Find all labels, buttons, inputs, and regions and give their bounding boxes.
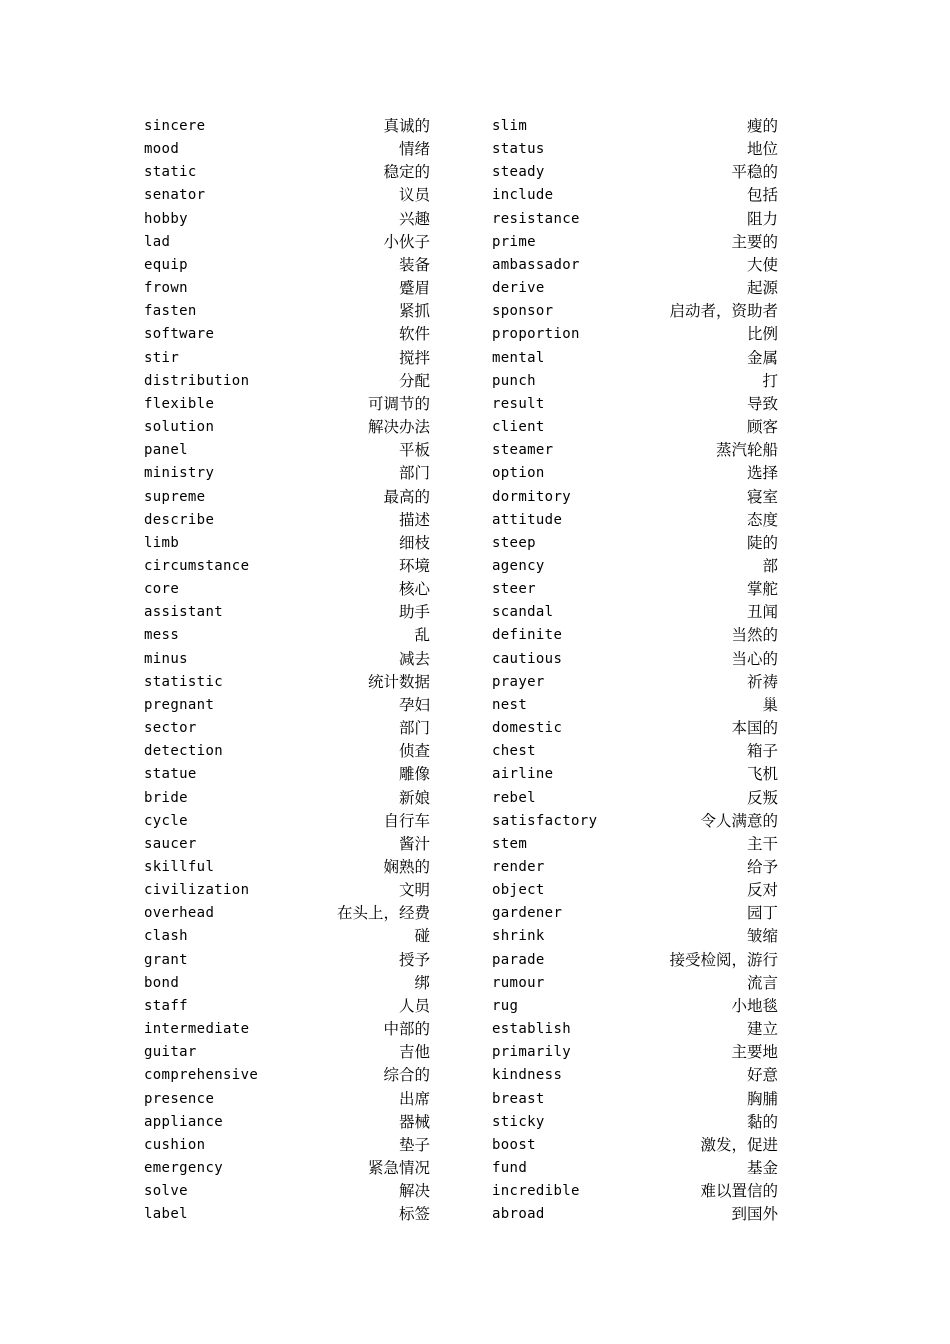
vocabulary-row [144, 879, 430, 902]
english-word: establish [492, 1021, 572, 1038]
chinese-meaning: 酱汁 [398, 834, 430, 853]
english-word: panel [144, 442, 188, 459]
english-word: steamer [492, 442, 554, 459]
chinese-meaning: 稳定的 [383, 163, 430, 182]
chinese-meaning: 蒸汽轮船 [715, 441, 778, 460]
chinese-meaning: 娴熟的 [383, 858, 430, 876]
vocabulary-row [492, 462, 778, 485]
vocabulary-row [144, 1064, 430, 1087]
english-word: client [492, 419, 545, 436]
english-word: parade [492, 951, 545, 968]
chinese-meaning: 标签 [398, 1205, 430, 1224]
vocabulary-row [492, 671, 778, 694]
chinese-meaning: 垫子 [398, 1135, 430, 1154]
vocabulary-row [492, 486, 778, 509]
chinese-meaning: 综合的 [383, 1066, 430, 1085]
chinese-meaning: 皱缩 [746, 927, 778, 946]
english-word: punch [492, 372, 536, 389]
vocabulary-row [492, 231, 778, 254]
chinese-meaning: 主要的 [731, 232, 778, 251]
english-word: prayer [492, 673, 545, 690]
vocabulary-row [144, 763, 430, 786]
chinese-meaning: 在头上，经费 [336, 904, 430, 923]
english-word: result [492, 395, 545, 412]
vocabulary-row [492, 949, 778, 972]
chinese-meaning: 主干 [746, 834, 778, 853]
chinese-meaning: 接受检阅，游行 [669, 950, 778, 969]
chinese-meaning: 乱 [414, 626, 430, 645]
vocabulary-row [144, 578, 430, 601]
english-word: skillful [144, 859, 215, 875]
english-word: render [492, 859, 545, 875]
chinese-meaning: 丑闻 [746, 603, 778, 622]
english-word: bond [144, 974, 180, 991]
chinese-meaning: 当心的 [731, 649, 778, 668]
english-word: distribution [144, 372, 250, 389]
english-word: shrink [492, 928, 545, 945]
chinese-meaning: 蹙眉 [398, 279, 430, 298]
vocabulary-row [492, 393, 778, 416]
chinese-meaning: 地位 [746, 140, 778, 159]
vocabulary-row [492, 138, 778, 161]
english-word: rebel [492, 789, 536, 806]
chinese-meaning: 情绪 [398, 140, 430, 159]
vocabulary-row [492, 740, 778, 763]
vocabulary-row [492, 300, 778, 323]
vocabulary-row [492, 323, 778, 346]
english-word: flexible [144, 395, 215, 412]
vocabulary-row [144, 277, 430, 300]
chinese-meaning: 授予 [398, 950, 430, 969]
english-word: civilization [144, 882, 250, 899]
vocabulary-row [144, 810, 430, 833]
chinese-meaning: 箱子 [746, 742, 778, 761]
english-word: sincere [144, 118, 206, 134]
vocabulary-row [144, 323, 430, 346]
english-word: stir [144, 349, 180, 366]
english-word: sponsor [492, 303, 554, 320]
vocabulary-row [144, 995, 430, 1018]
chinese-meaning: 自行车 [383, 811, 430, 830]
chinese-meaning: 装备 [398, 255, 430, 274]
english-word: status [492, 141, 545, 158]
english-word: kindness [492, 1067, 563, 1084]
vocabulary-row [492, 347, 778, 370]
chinese-meaning: 平板 [398, 441, 430, 460]
vocabulary-row [144, 624, 430, 647]
english-word: circumstance [144, 557, 250, 574]
english-word: object [492, 882, 545, 899]
vocabulary-row [492, 370, 778, 393]
chinese-meaning: 启动者，资助者 [669, 302, 778, 321]
vocabulary-row [492, 254, 778, 277]
chinese-meaning: 令人满意的 [700, 811, 778, 830]
chinese-meaning: 软件 [398, 325, 430, 344]
chinese-meaning: 吉他 [398, 1043, 430, 1062]
english-word: fasten [144, 303, 197, 320]
english-word: equip [144, 256, 188, 273]
chinese-meaning: 核心 [398, 580, 430, 599]
chinese-meaning: 给予 [746, 858, 778, 876]
english-word: airline [492, 766, 554, 783]
chinese-meaning: 寝室 [746, 487, 778, 506]
vocabulary-row [492, 810, 778, 833]
english-word: rug [492, 997, 519, 1014]
chinese-meaning: 掌舵 [746, 580, 778, 599]
english-word: software [144, 326, 215, 343]
vocabulary-row [144, 208, 430, 231]
vocabulary-row [492, 1203, 778, 1226]
vocabulary-row [492, 1041, 778, 1064]
english-word: intermediate [144, 1021, 250, 1038]
english-word: guitar [144, 1044, 197, 1061]
english-word: definite [492, 627, 563, 644]
chinese-meaning: 解决办法 [367, 418, 430, 437]
chinese-meaning: 激发，促进 [700, 1135, 778, 1154]
chinese-meaning: 小伙子 [383, 232, 430, 251]
chinese-meaning: 反对 [746, 881, 778, 900]
vocabulary-row [492, 925, 778, 948]
vocabulary-row [492, 879, 778, 902]
chinese-meaning: 细枝 [398, 533, 430, 552]
vocabulary-row [492, 416, 778, 439]
vocabulary-row [492, 833, 778, 856]
chinese-meaning: 胸脯 [746, 1089, 778, 1108]
vocabulary-row [492, 624, 778, 647]
english-word: attitude [492, 511, 563, 528]
vocabulary-row [492, 717, 778, 740]
english-word: hobby [144, 210, 188, 227]
vocabulary-row [492, 161, 778, 184]
vocabulary-row [144, 856, 430, 879]
vocabulary-row [144, 161, 430, 184]
english-word: core [144, 581, 180, 598]
english-word: breast [492, 1090, 545, 1107]
chinese-meaning: 分配 [398, 371, 430, 390]
chinese-meaning: 中部的 [383, 1020, 430, 1039]
vocabulary-row [144, 833, 430, 856]
english-word: prime [492, 233, 536, 250]
english-word: statue [144, 766, 197, 783]
english-word: derive [492, 280, 545, 297]
vocabulary-row [144, 254, 430, 277]
english-word: cautious [492, 650, 563, 667]
chinese-meaning: 减去 [398, 649, 430, 668]
english-word: satisfactory [492, 812, 598, 829]
english-word: solve [144, 1183, 188, 1200]
english-word: sticky [492, 1113, 545, 1130]
chinese-meaning: 环境 [398, 556, 430, 575]
english-word: supreme [144, 488, 206, 505]
chinese-meaning: 包括 [746, 186, 778, 205]
chinese-meaning: 统计数据 [367, 672, 430, 691]
chinese-meaning: 紧急情况 [367, 1159, 430, 1178]
english-word: appliance [144, 1113, 224, 1130]
vocabulary-row [144, 1203, 430, 1226]
chinese-meaning: 主要地 [731, 1043, 778, 1062]
chinese-meaning: 态度 [746, 510, 778, 529]
chinese-meaning: 部门 [398, 464, 430, 483]
chinese-meaning: 出席 [398, 1089, 430, 1108]
english-word: minus [144, 650, 188, 667]
vocabulary-row [144, 949, 430, 972]
chinese-meaning: 助手 [398, 603, 430, 622]
english-word: staff [144, 997, 188, 1014]
vocabulary-row [144, 1088, 430, 1111]
english-word: domestic [492, 720, 563, 737]
english-word: pregnant [144, 696, 215, 713]
english-word: chest [492, 743, 536, 760]
english-word: overhead [144, 905, 215, 922]
english-word: clash [144, 928, 188, 945]
chinese-meaning: 选择 [746, 464, 778, 483]
vocabulary-row [492, 995, 778, 1018]
chinese-meaning: 比例 [746, 325, 778, 344]
chinese-meaning: 大使 [746, 255, 778, 274]
english-word: presence [144, 1090, 215, 1107]
english-word: scandal [492, 604, 554, 621]
chinese-meaning: 侦查 [398, 742, 430, 761]
vocabulary-row [492, 763, 778, 786]
english-word: slim [492, 118, 528, 134]
english-word: detection [144, 743, 224, 760]
vocabulary-row [144, 1134, 430, 1157]
chinese-meaning: 可调节的 [367, 394, 430, 413]
vocabulary-row [492, 555, 778, 578]
chinese-meaning: 祈祷 [746, 672, 778, 691]
english-word: emergency [144, 1160, 224, 1177]
vocabulary-row [144, 601, 430, 624]
vocabulary-row [492, 1088, 778, 1111]
chinese-meaning: 瘦的 [746, 117, 778, 135]
vocabulary-row [144, 1157, 430, 1180]
vocabulary-row [144, 300, 430, 323]
chinese-meaning: 顾客 [746, 418, 778, 437]
vocabulary-row [144, 787, 430, 810]
chinese-meaning: 黏的 [746, 1112, 778, 1131]
vocabulary-row [144, 694, 430, 717]
chinese-meaning: 到国外 [731, 1205, 778, 1224]
english-word: primarily [492, 1044, 572, 1061]
chinese-meaning: 园丁 [746, 904, 778, 923]
right-vocabulary-column [492, 115, 778, 1227]
chinese-meaning: 导致 [746, 394, 778, 413]
english-word: describe [144, 511, 215, 528]
left-vocabulary-column [144, 115, 430, 1227]
english-word: rumour [492, 974, 545, 991]
vocabulary-row [144, 509, 430, 532]
english-word: label [144, 1206, 188, 1223]
vocabulary-row [492, 1111, 778, 1134]
english-word: saucer [144, 835, 197, 852]
vocabulary-row [144, 902, 430, 925]
vocabulary-row [492, 208, 778, 231]
english-word: fund [492, 1160, 528, 1177]
vocabulary-row [144, 740, 430, 763]
english-word: mood [144, 141, 180, 158]
chinese-meaning: 巢 [762, 695, 778, 714]
english-word: steer [492, 581, 536, 598]
english-word: sector [144, 720, 197, 737]
chinese-meaning: 议员 [398, 186, 430, 205]
english-word: frown [144, 280, 188, 297]
chinese-meaning: 碰 [414, 927, 430, 946]
chinese-meaning: 兴趣 [398, 209, 430, 228]
chinese-meaning: 孕妇 [398, 695, 430, 714]
english-word: mess [144, 627, 180, 644]
english-word: steady [492, 164, 545, 181]
vocabulary-row [492, 1018, 778, 1041]
vocabulary-row [144, 138, 430, 161]
vocabulary-row [144, 416, 430, 439]
english-word: stem [492, 835, 528, 852]
vocabulary-row [144, 532, 430, 555]
english-word: incredible [492, 1183, 580, 1200]
vocabulary-row [144, 231, 430, 254]
vocabulary-row [492, 972, 778, 995]
chinese-meaning: 起源 [746, 279, 778, 298]
vocabulary-row [144, 393, 430, 416]
vocabulary-row [144, 648, 430, 671]
chinese-meaning: 金属 [746, 348, 778, 367]
chinese-meaning: 流言 [746, 973, 778, 992]
vocabulary-row [144, 925, 430, 948]
chinese-meaning: 难以置信的 [700, 1182, 778, 1201]
vocabulary-row [144, 1018, 430, 1041]
vocabulary-row [492, 648, 778, 671]
english-word: grant [144, 951, 188, 968]
chinese-meaning: 真诚的 [383, 117, 430, 135]
english-word: cycle [144, 812, 188, 829]
english-word: option [492, 465, 545, 482]
vocabulary-row [492, 694, 778, 717]
english-word: statistic [144, 673, 224, 690]
chinese-meaning: 描述 [398, 510, 430, 529]
vocabulary-row [144, 1180, 430, 1203]
english-word: lad [144, 233, 171, 250]
vocabulary-row [492, 532, 778, 555]
vocabulary-row [492, 1157, 778, 1180]
chinese-meaning: 器械 [398, 1112, 430, 1131]
chinese-meaning: 阻力 [746, 209, 778, 228]
chinese-meaning: 陡的 [746, 533, 778, 552]
vocabulary-row [144, 439, 430, 462]
english-word: steep [492, 534, 536, 551]
chinese-meaning: 打 [762, 371, 778, 390]
english-word: gardener [492, 905, 563, 922]
vocabulary-row [144, 1041, 430, 1064]
vocabulary-row [492, 787, 778, 810]
english-word: proportion [492, 326, 580, 343]
vocabulary-row [492, 277, 778, 300]
vocabulary-row [492, 856, 778, 879]
english-word: senator [144, 187, 206, 204]
vocabulary-row [492, 115, 778, 138]
vocabulary-row [492, 1064, 778, 1087]
chinese-meaning: 平稳的 [731, 163, 778, 182]
chinese-meaning: 人员 [398, 996, 430, 1015]
vocabulary-row [144, 115, 430, 138]
vocabulary-row [492, 578, 778, 601]
chinese-meaning: 解决 [398, 1182, 430, 1201]
vocabulary-row [144, 1111, 430, 1134]
vocabulary-row [144, 347, 430, 370]
english-word: include [492, 187, 554, 204]
english-word: comprehensive [144, 1067, 259, 1084]
chinese-meaning: 部门 [398, 719, 430, 738]
chinese-meaning: 小地毯 [731, 996, 778, 1015]
vocabulary-row [492, 601, 778, 624]
english-word: agency [492, 557, 545, 574]
vocabulary-row [144, 486, 430, 509]
chinese-meaning: 建立 [746, 1020, 778, 1039]
chinese-meaning: 当然的 [731, 626, 778, 645]
vocabulary-row [492, 439, 778, 462]
chinese-meaning: 最高的 [383, 487, 430, 506]
vocabulary-row [492, 1134, 778, 1157]
chinese-meaning: 绑 [414, 973, 430, 992]
vocabulary-row [492, 1180, 778, 1203]
english-word: solution [144, 419, 215, 436]
vocabulary-row [144, 555, 430, 578]
chinese-meaning: 搅拌 [398, 348, 430, 367]
english-word: cushion [144, 1136, 206, 1153]
english-word: abroad [492, 1206, 545, 1223]
english-word: resistance [492, 210, 580, 227]
chinese-meaning: 新娘 [398, 788, 430, 807]
chinese-meaning: 反叛 [746, 788, 778, 807]
english-word: limb [144, 534, 180, 551]
chinese-meaning: 基金 [746, 1159, 778, 1178]
vocabulary-row [144, 717, 430, 740]
english-word: boost [492, 1136, 536, 1153]
vocabulary-row [492, 184, 778, 207]
english-word: mental [492, 349, 545, 366]
chinese-meaning: 飞机 [746, 765, 778, 784]
chinese-meaning: 文明 [398, 881, 430, 900]
english-word: bride [144, 789, 188, 806]
english-word: assistant [144, 604, 224, 621]
vocabulary-row [144, 370, 430, 393]
chinese-meaning: 雕像 [398, 765, 430, 784]
vocabulary-row [492, 902, 778, 925]
english-word: ambassador [492, 256, 580, 273]
vocabulary-row [144, 462, 430, 485]
vocabulary-row [144, 184, 430, 207]
vocabulary-row [144, 671, 430, 694]
vocabulary-row [144, 972, 430, 995]
vocabulary-row [492, 509, 778, 532]
english-word: nest [492, 696, 528, 713]
chinese-meaning: 好意 [746, 1066, 778, 1085]
english-word: static [144, 164, 197, 181]
english-word: dormitory [492, 488, 572, 505]
chinese-meaning: 紧抓 [398, 302, 430, 321]
chinese-meaning: 本国的 [731, 719, 778, 738]
chinese-meaning: 部 [762, 556, 778, 575]
english-word: ministry [144, 465, 215, 482]
